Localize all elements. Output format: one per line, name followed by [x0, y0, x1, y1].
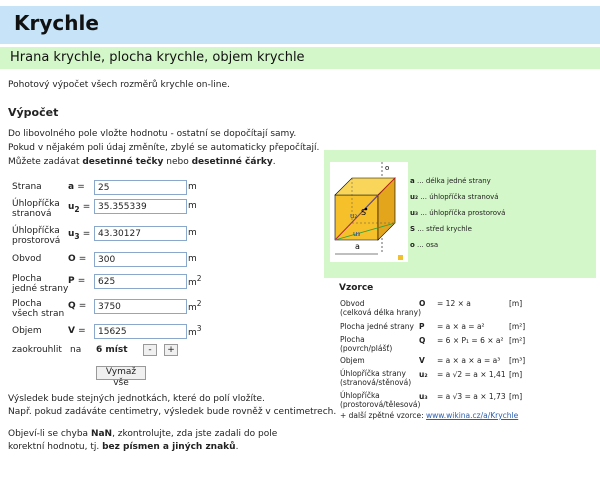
formula-expression: = a √3 = a × 1,73: [437, 392, 506, 401]
extra-formulas-line: [340, 411, 518, 420]
symbol: P: [68, 276, 75, 286]
diagram-label-u3: u₃: [353, 230, 361, 238]
formula-symbol: u₂: [419, 370, 428, 379]
rounding-na: na: [70, 345, 82, 355]
label-line: Obvod: [340, 299, 365, 308]
note-line: Výsledek bude stejných jednotkách, které do polí vložíte.: [8, 394, 265, 404]
formula-expression: = a × a × a = a³: [437, 356, 501, 365]
text: .: [272, 157, 276, 167]
symbol-sub: 3: [74, 231, 80, 241]
label-line: Objem: [12, 326, 42, 336]
text: Můžete zadávat: [8, 157, 83, 167]
legend-symbol: a: [410, 177, 415, 185]
formula-label: [340, 335, 392, 353]
input-plocha-vsech-stran[interactable]: [94, 299, 187, 314]
equals: =: [82, 229, 91, 239]
legend-item: [410, 209, 505, 217]
field-label-objem: [12, 326, 42, 336]
formula-expression: = 12 × a: [437, 299, 471, 308]
label-line: (povrch/plášť): [340, 344, 393, 353]
label-line: Úhlopříčka: [12, 199, 60, 209]
diagram-label-o: o: [385, 164, 390, 172]
unit-label: m: [188, 182, 197, 192]
rounding-plus-button[interactable]: +: [164, 344, 178, 356]
symbol: u: [68, 202, 75, 212]
formula-label: [340, 299, 421, 317]
formula-label: [340, 369, 411, 387]
input-obvod[interactable]: [94, 252, 187, 267]
equals: =: [78, 326, 86, 336]
intro-text: Pohotový výpočet všech rozměrů krychle on-line.: [8, 80, 230, 90]
label-line: Úhlopříčka: [12, 226, 60, 236]
label-line: Strana: [12, 182, 42, 192]
formula-unit: [m²]: [509, 322, 526, 331]
field-label-u2: [12, 199, 60, 219]
bold-text: desetinné tečky: [82, 157, 164, 167]
input-objem[interactable]: [94, 324, 187, 339]
legend-text: ... délka jedné strany: [416, 177, 491, 185]
bold-text: bez písmen a jiných znaků: [102, 442, 236, 452]
note-line: [8, 428, 277, 441]
label-line: Plocha: [12, 274, 42, 284]
note-line: Např. pokud zadáváte centimetry, výsledek bude rovněž v centimetrech.: [8, 407, 337, 417]
field-symbol-u3: [68, 229, 90, 241]
legend-text: ... úhlopříčka stranová: [420, 193, 499, 201]
cube-diagram: [330, 162, 410, 266]
formulas-title: Vzorce: [339, 283, 374, 293]
equals: =: [78, 254, 87, 264]
label-line: Plocha: [340, 335, 365, 344]
field-symbol-q: [68, 301, 86, 311]
legend-item: [410, 241, 438, 249]
symbol: Q: [68, 301, 76, 311]
legend-text: ... střed krychle: [417, 225, 472, 233]
label-line: jedné strany: [12, 284, 69, 294]
rounding-value: 6 míst: [96, 345, 128, 355]
label-line: (stranová/stěnová): [340, 378, 412, 387]
field-symbol-p: [68, 276, 85, 286]
page-subtitle-bar: [0, 47, 600, 69]
description-line: Do libovolného pole vložte hodnotu - ostatní se dopočítají samy.: [8, 129, 297, 139]
unit-label: [188, 299, 202, 313]
note-line: [8, 441, 277, 454]
notes-paragraph: [8, 393, 336, 419]
formula-unit: [m²]: [509, 336, 526, 345]
formula-symbol: P: [419, 322, 425, 331]
page-title-bar: [0, 6, 600, 44]
field-symbol-o: [68, 254, 86, 264]
field-symbol-v: [68, 326, 86, 336]
input-uhloprickastranova[interactable]: [94, 199, 187, 214]
unit: m: [188, 303, 197, 313]
legend-text: ... úhlopříčka prostorová: [420, 209, 506, 217]
label-line: (prostorová/tělesová): [340, 400, 421, 409]
description-line: Pokud v nějakém poli údaj změníte, zbylé se automaticky přepočítají.: [8, 143, 320, 153]
diagram-label-a: a: [355, 242, 360, 251]
legend-symbol: S: [410, 225, 416, 233]
legend-item: [410, 225, 472, 233]
section-title: Výpočet: [8, 106, 59, 119]
formula-symbol: V: [419, 356, 425, 365]
field-label-strana: [12, 182, 42, 192]
field-label-plocha-vsech: [12, 299, 64, 319]
formula-label: [340, 322, 414, 331]
equals: =: [77, 182, 85, 192]
input-uhloprickaprostorova[interactable]: [94, 226, 187, 241]
description-line: [8, 155, 319, 169]
formula-expression: = a × a = a²: [437, 322, 485, 331]
input-strana[interactable]: [94, 180, 187, 195]
rounding-minus-button[interactable]: -: [143, 344, 157, 356]
unit-exponent: 2: [196, 299, 202, 308]
text: Objeví-li se chyba: [8, 429, 91, 439]
label-line: prostorová: [12, 236, 61, 246]
legend-item: [410, 193, 499, 201]
formula-expression: = 6 × P₁ = 6 × a²: [437, 336, 504, 345]
symbol-sub: 2: [74, 204, 80, 214]
unit-label: m: [188, 228, 197, 238]
error-note-paragraph: [8, 428, 277, 454]
unit: m: [188, 278, 197, 288]
label-line: Plocha jedné strany: [340, 322, 414, 331]
legend-symbol: u₃: [410, 209, 419, 217]
bold-text: desetinné čárky: [191, 157, 273, 167]
symbol: a: [68, 182, 75, 192]
text: nebo: [163, 157, 192, 167]
input-plocha-jedne-strany[interactable]: [94, 274, 187, 289]
equals: =: [82, 202, 91, 212]
rounding-label: zaokrouhlit: [12, 345, 62, 355]
unit-exponent: 3: [196, 324, 202, 333]
text: korektní hodnotu, tj.: [8, 442, 103, 452]
formula-unit: [m]: [509, 370, 523, 379]
label-line: Plocha: [12, 299, 42, 309]
formula-label: [340, 391, 420, 409]
unit-exponent: 2: [196, 274, 202, 283]
legend-item: [410, 177, 491, 185]
formula-label: [340, 356, 365, 365]
label-line: stranová: [12, 209, 52, 219]
formula-unit: [m]: [509, 392, 523, 401]
text: , zkontrolujte, zda jste zadali do pole: [112, 429, 278, 439]
symbol: V: [68, 326, 75, 336]
formula-symbol: u₃: [419, 392, 428, 401]
legend-symbol: o: [410, 241, 415, 249]
label-line: Objem: [340, 356, 365, 365]
unit-label: [188, 274, 202, 288]
field-symbol-a: [68, 182, 85, 192]
equals: =: [77, 276, 86, 286]
page-subtitle: Hrana krychle, plocha krychle, objem krychle: [10, 50, 305, 65]
field-label-plocha: [12, 274, 68, 294]
formula-expression: = a √2 = a × 1,41: [437, 370, 506, 379]
wikina-link[interactable]: www.wikina.cz/a/Krychle: [426, 411, 519, 420]
legend-text: ... osa: [417, 241, 439, 249]
formula-symbol: O: [419, 299, 426, 308]
unit: m: [188, 328, 197, 338]
label-line: Obvod: [12, 254, 42, 264]
bold-text: NaN: [90, 429, 113, 439]
text: + další zpětné vzorce:: [340, 411, 427, 420]
formula-unit: [m³]: [509, 356, 526, 365]
diagram-label-s: S: [361, 208, 367, 217]
text: .: [235, 442, 239, 452]
label-line: všech stran: [12, 309, 65, 319]
unit-label: m: [188, 254, 197, 264]
small-yellow-square: [398, 255, 403, 260]
formula-symbol: Q: [419, 336, 426, 345]
equals: =: [78, 301, 87, 311]
formula-unit: [m]: [509, 299, 523, 308]
field-label-u3: [12, 226, 60, 246]
label-line: (celková délka hrany): [340, 308, 422, 317]
unit-label: m: [188, 201, 197, 211]
unit-label: [188, 324, 202, 338]
label-line: Úhlopříčka strany: [340, 369, 406, 378]
field-symbol-u2: [68, 202, 90, 214]
symbol: u: [68, 229, 75, 239]
field-label-obvod: [12, 254, 41, 264]
label-line: Úhlopříčka: [340, 391, 380, 400]
diagram-label-u2: u₂: [350, 212, 358, 220]
clear-all-button[interactable]: Vymaž vše: [96, 366, 146, 380]
symbol: O: [68, 254, 76, 264]
description: [8, 127, 319, 169]
legend-symbol: u₂: [410, 193, 419, 201]
page-title: Krychle: [14, 11, 99, 35]
